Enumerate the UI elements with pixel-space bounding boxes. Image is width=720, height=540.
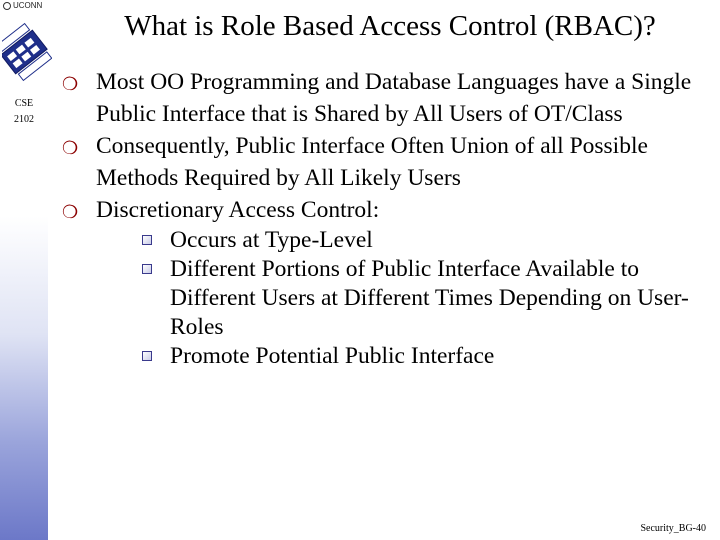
bullet-text: Discretionary Access Control: [96, 197, 380, 223]
sub-bullet-text: Promote Potential Public Interface [170, 343, 495, 369]
sub-bullet-list [96, 226, 712, 371]
bullet-text: Most OO Programming and Database Languages have a Single Public Interface that is Shared by All Users of OT/Class [96, 69, 692, 127]
uconn-seal-icon [3, 2, 11, 10]
bullet-item [62, 130, 712, 194]
bullet-text: Consequently, Public Interface Often Union of all Possible Methods Required by All Likely Users [96, 133, 648, 191]
bullet-marker-icon: ❍ [62, 138, 79, 158]
sub-bullet-marker-icon [142, 351, 152, 361]
uconn-header [3, 1, 42, 10]
university-name: UCONN [13, 1, 43, 10]
bullet-marker-icon: ❍ [62, 74, 79, 94]
bullet-list [62, 66, 712, 371]
sidebar [0, 0, 48, 540]
sub-bullet-marker-icon [142, 235, 152, 245]
sub-bullet-item [96, 342, 712, 371]
sub-bullet-text: Occurs at Type-Level [170, 227, 373, 253]
sub-bullet-marker-icon [142, 264, 152, 274]
course-label [4, 96, 44, 128]
sub-bullet-item [96, 226, 712, 255]
bullet-item [62, 66, 712, 130]
sub-bullet-text: Different Portions of Public Interface Available to Different Users at Different Times Depending on User-Roles [170, 256, 689, 340]
course-code: CSE [14, 98, 34, 109]
slide-footer: Security_BG-40 [640, 523, 706, 534]
bullet-marker-icon: ❍ [62, 202, 79, 222]
sub-bullet-item [96, 255, 712, 342]
department-logo-icon [2, 16, 52, 88]
bullet-item [62, 194, 712, 371]
course-number: 2102 [14, 114, 34, 125]
slide-title: What is Role Based Access Control (RBAC)? [124, 10, 656, 42]
